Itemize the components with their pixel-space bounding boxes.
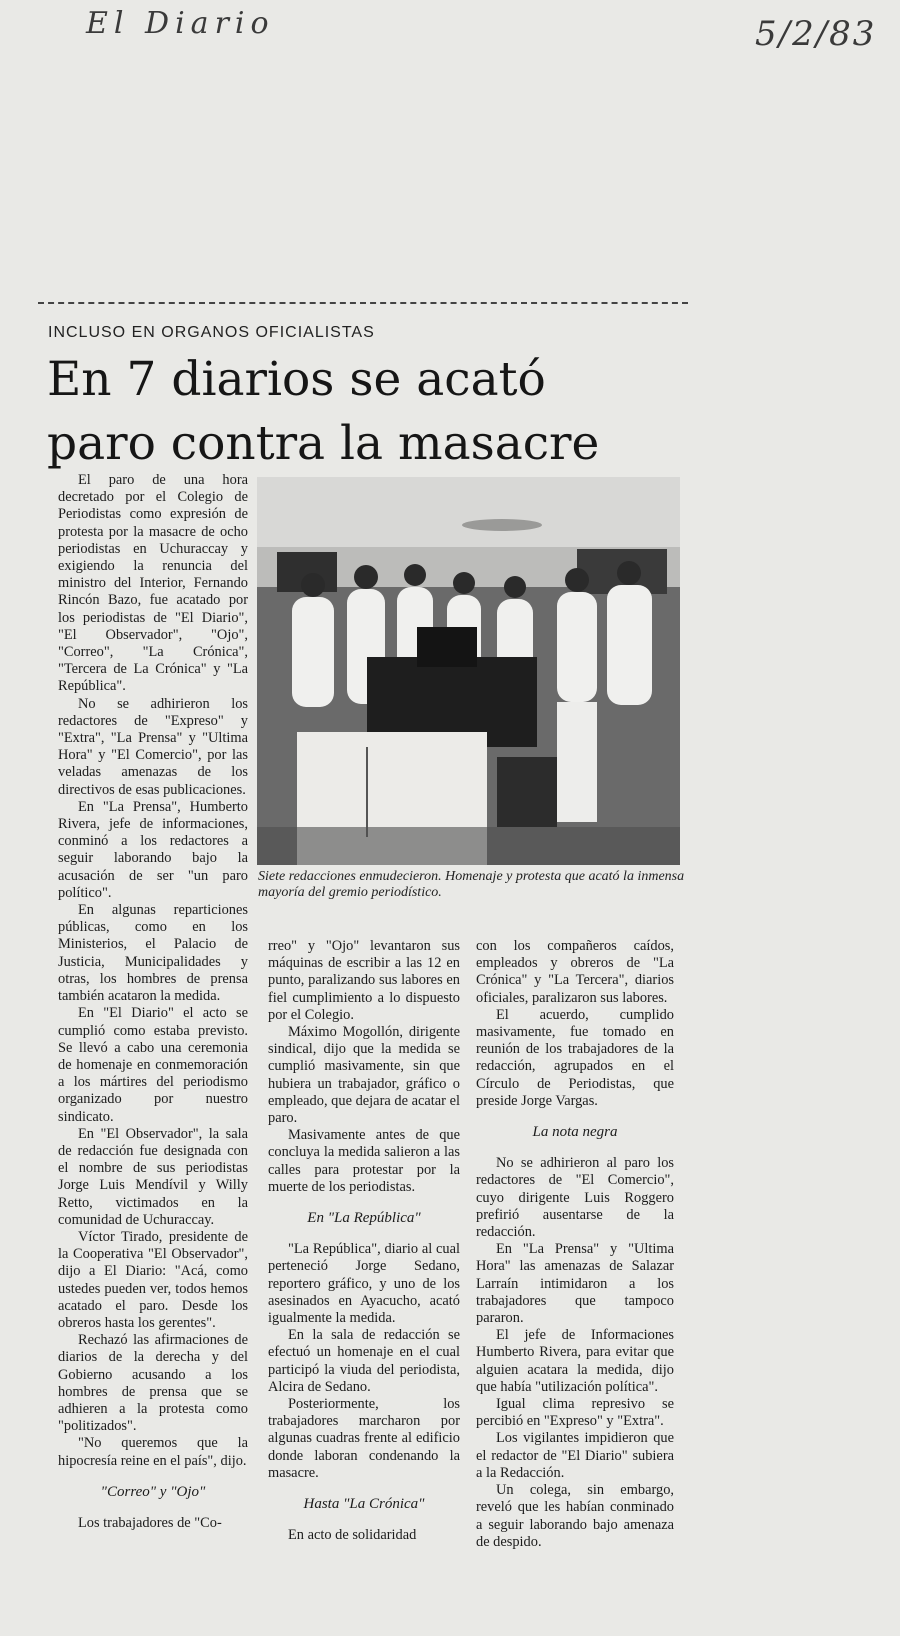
paragraph: En acto de solidaridad — [288, 1527, 417, 1544]
article-column-3 — [476, 938, 674, 1551]
paragraph: El paro de una hora decretado por el Colegio de Periodistas como expresión de protesta por la masacre de ocho periodistas en Uchuraccay y exigiendo la renuncia del ministro del Interior, Fernando Rincón Bazo, fue acatado por los periodistas de "El Diario", "El Observador", "Ojo", "Correo", "La Crónica", "Tercera de La Crónica" y "La República". — [58, 472, 248, 695]
subheading: Hasta "La Crónica" — [303, 1496, 425, 1513]
article-headline — [47, 348, 687, 476]
paragraph: En la sala de redacción se efectuó un homenaje en el cual participó la viuda del periodista, Alcira de Sedano. — [268, 1327, 460, 1395]
newsroom-photo-illustration — [257, 477, 680, 865]
paragraph: En "El Observador", la sala de redacción fue designada con el nombre de sus periodistas Jorge Luis Mendívil y Willy Retto, victimados en la comunidad de Uchuraccay. — [58, 1125, 248, 1228]
paragraph: Masivamente antes de que concluya la medida salieron a las calles para protestar por la muerte de los periodistas. — [268, 1127, 460, 1195]
paragraph: En "La Prensa", Humberto Rivera, jefe de informaciones, conminó a los redactores a seguir laborando bajo la acusación de ser "un paro político". — [58, 798, 248, 901]
paragraph: En algunas reparticiones públicas, como en los Ministerios, el Palacio de Justicia, Municipalidades y otras, los hombres de prensa también acataron la medida. — [58, 902, 248, 1005]
paragraph: rreo" y "Ojo" levantaron sus máquinas de escribir a las 12 en punto, paralizando sus labores en fiel cumplimiento a lo dispuesto por el Colegio. — [268, 938, 460, 1023]
paragraph: Igual clima represivo se percibió en "Expreso" y "Extra". — [476, 1396, 674, 1430]
handwritten-paper-name: El Diario — [86, 6, 275, 41]
paragraph: No se adhirieron al paro los redactores de "El Comercio", cuyo dirigente Luis Roggero prefirió ausentarse de la redacción. — [476, 1155, 674, 1241]
paragraph: El acuerdo, cumplido masivamente, fue tomado en reunión de los trabajadores de la redacción, agrupados en el Círculo de Periodistas, que preside Jorge Vargas. — [476, 1006, 674, 1109]
subheading: "Correo" y "Ojo" — [100, 1483, 206, 1500]
paragraph: con los compañeros caídos, empleados y obreros de "La Crónica" y "La Tercera", diarios oficiales, paralizaron sus labores. — [476, 938, 674, 1006]
subheading: La nota negra — [532, 1124, 618, 1141]
paragraph: Los trabajadores de "Co- — [78, 1514, 222, 1531]
newsroom-photo — [257, 477, 680, 865]
headline-line-2: paro contra la masacre — [47, 416, 600, 471]
paragraph: En "La Prensa" y "Ultima Hora" las amenazas de Salazar Larraín intimidaron a los trabajadores que tampoco pararon. — [476, 1241, 674, 1327]
headline-line-1: En 7 diarios se acató — [47, 352, 546, 407]
paragraph: Un colega, sin embargo, reveló que les habían conminado a seguir laborando bajo amenaza de despido. — [476, 1482, 674, 1550]
article-column-2 — [268, 938, 460, 1545]
newspaper-clipping — [38, 302, 688, 1636]
subheading: En "La República" — [307, 1210, 421, 1227]
paragraph: Víctor Tirado, presidente de la Cooperativa "El Observador", dijo a El Diario: "Acá, como ustedes pueden ver, todos hemos acatado el paro. Desde los obreros hasta los gerentes". — [58, 1228, 248, 1331]
article-column-1 — [58, 472, 248, 1532]
paragraph: En "El Diario" el acto se cumplió como estaba previsto. Se llevó a cabo una ceremonia de homenaje en conmemoración a los mártires del periodismo organizado por nuestro sindicato. — [58, 1005, 248, 1125]
paragraph: Rechazó las afirmaciones de diarios de la derecha y del Gobierno acusando a los hombres de prensa que se adhieren a la protesta como "politizados". — [58, 1332, 248, 1435]
paragraph: "No queremos que la hipocresía reine en el país", dijo. — [58, 1435, 248, 1469]
paragraph: Posteriormente, los trabajadores marcharon por algunas cuadras frente al edificio donde laboran condenando la masacre. — [268, 1396, 460, 1481]
paragraph: Máximo Mogollón, dirigente sindical, dijo que la medida se cumplió masivamente, sin que hubiera un trabajador, gráfico o empleado, que dejara de acatar el paro. — [268, 1024, 460, 1127]
paragraph: El jefe de Informaciones Humberto Rivera, para evitar que alguien acatara la medida, dijo que había "utilización política". — [476, 1327, 674, 1395]
paragraph: No se adhirieron los redactores de "Expreso" y "Extra", "La Prensa" y "Ultima Hora" y "El Comercio", por las veladas amenazas de los directivos de esas publicaciones. — [58, 695, 248, 798]
handwritten-date: 5/2/83 — [755, 14, 877, 54]
article-kicker: INCLUSO EN ORGANOS OFICIALISTAS — [48, 324, 375, 341]
photo-caption: Siete redacciones enmudecieron. Homenaje y protesta que acató la inmensa mayoría del gremio periodístico. — [258, 869, 685, 900]
paragraph: "La República", diario al cual perteneció Jorge Sedano, reportero gráfico, y uno de los asesinados en Ayacucho, acató igualmente la medida. — [268, 1241, 460, 1327]
paragraph: Los vigilantes impidieron que el redactor de "El Diario" subiera a la Redacción. — [476, 1430, 674, 1481]
